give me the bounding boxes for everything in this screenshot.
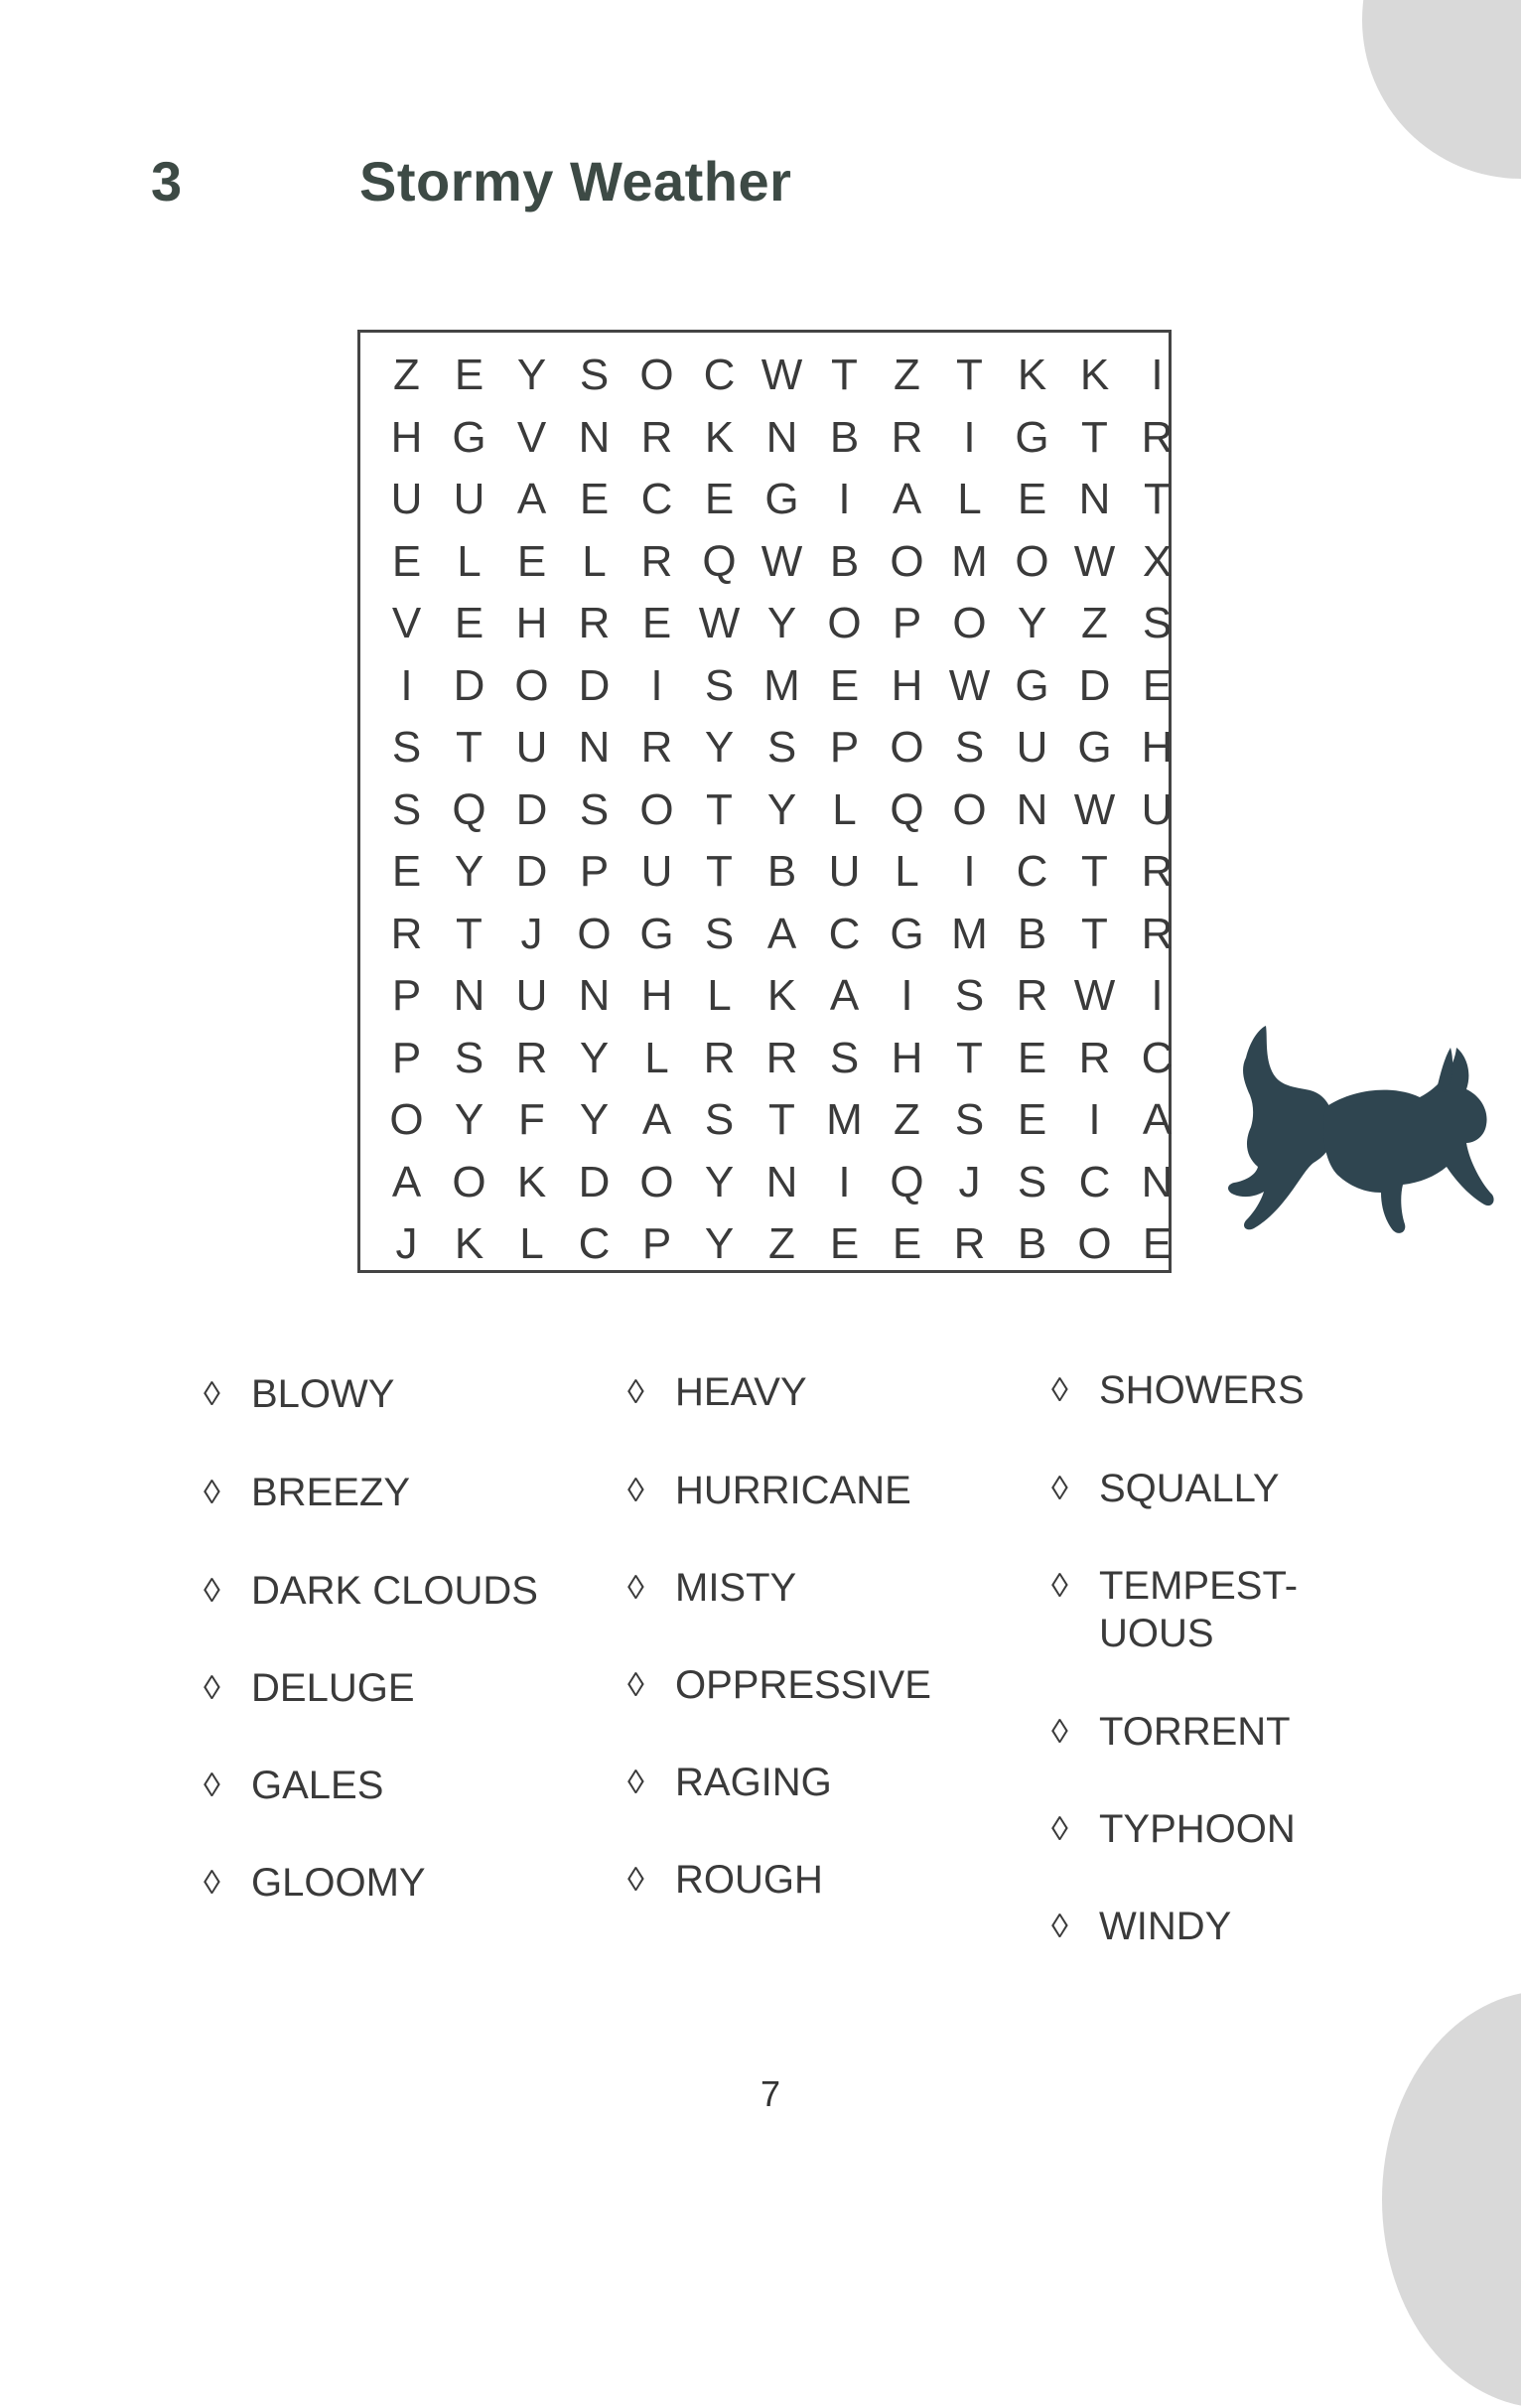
grid-letter: S [579,351,610,400]
grid-letter: D [578,1157,611,1206]
word-list-item-label: RAGING [675,1761,832,1804]
grid-letter: A [391,1157,422,1206]
diamond-bullet-icon: ◊ [1051,1567,1068,1605]
word-list-item [204,1664,415,1712]
grid-letter: A [766,909,797,958]
grid-letter: R [1078,1033,1111,1082]
grid-letter: M [951,536,988,586]
grid-letter: D [1078,660,1111,710]
page-corner-decoration [1362,0,1521,179]
grid-letter: T [768,1095,795,1145]
grid-letter: A [641,1095,672,1145]
word-list-item [627,1467,911,1514]
grid-letter: Y [704,1157,735,1206]
grid-letter: S [954,723,985,773]
grid-letter: P [391,1033,422,1082]
grid-letter: V [516,412,547,462]
grid-letter: R [1016,971,1048,1021]
grid-letter: S [391,784,422,834]
grid-letter: U [515,971,548,1021]
grid-letter: I [838,1157,851,1206]
grid-letter: E [829,660,860,710]
word-list-item-label: SHOWERS [1099,1368,1305,1412]
grid-letter: W [948,660,991,710]
grid-letter: G [1015,660,1049,710]
grid-letter: U [390,475,423,524]
grid-letter: E [829,1219,860,1269]
grid-letter: Y [579,1095,610,1145]
word-search-grid [357,330,1172,1273]
word-list-item-label: BREEZY [251,1471,411,1514]
grid-letter: R [953,1219,986,1269]
grid-letter: S [954,1095,985,1145]
grid-letter: K [1017,351,1047,400]
word-list-item [1051,1805,1296,1853]
grid-letter: S [704,1095,735,1145]
grid-letter: O [952,784,987,834]
word-list-item-label: MISTY [675,1566,797,1610]
grid-letter: J [958,1157,981,1206]
grid-letter: T [1144,475,1171,524]
grid-letter: G [1015,412,1049,462]
grid-letter: B [766,847,797,897]
grid-letter: S [954,971,985,1021]
grid-letter: P [391,971,422,1021]
grid-letter: T [1081,909,1108,958]
grid-letter: Y [579,1033,610,1082]
grid-letter: D [515,784,548,834]
word-list-item [204,1567,538,1615]
letter-grid [375,345,1188,1276]
grid-letter: Q [452,784,486,834]
word-list-item-label: TEMPEST- [1099,1564,1299,1608]
grid-letter: S [704,660,735,710]
diamond-bullet-icon: ◊ [204,1572,220,1610]
grid-letter: N [578,412,611,462]
grid-letter: E [892,1219,922,1269]
grid-letter: Y [704,1219,735,1269]
grid-letter: J [520,909,543,958]
grid-letter: O [514,660,549,710]
diamond-bullet-icon: ◊ [627,1373,644,1411]
word-list-item-label: GALES [251,1764,384,1807]
grid-letter: T [706,784,733,834]
grid-letter: L [707,971,732,1021]
grid-letter: P [579,847,610,897]
word-list-item-label: BLOWY [251,1372,395,1416]
grid-letter: S [766,723,797,773]
grid-letter: T [456,723,483,773]
grid-letter: Z [1081,599,1108,648]
grid-letter: W [1073,536,1116,586]
grid-letter: Z [894,1095,920,1145]
grid-letter: I [838,475,851,524]
grid-letter: S [829,1033,860,1082]
grid-letter: E [454,351,484,400]
grid-letter: O [639,351,674,400]
grid-letter: L [895,847,919,897]
grid-letter: Y [516,351,547,400]
word-list-item [204,1762,383,1809]
grid-letter: R [515,1033,548,1082]
grid-letter: Q [890,1157,924,1206]
grid-letter: T [1081,412,1108,462]
grid-letter: L [832,784,857,834]
grid-letter: O [890,536,924,586]
grid-letter: I [650,660,663,710]
grid-letter: E [1017,1095,1047,1145]
grid-letter: W [698,599,741,648]
diamond-bullet-icon: ◊ [627,1666,644,1704]
grid-letter: E [391,847,422,897]
grid-letter: T [831,351,858,400]
word-list-item [1051,1366,1305,1414]
grid-letter: Y [454,847,484,897]
diamond-bullet-icon: ◊ [204,1474,220,1511]
grid-letter: H [891,1033,923,1082]
grid-letter: O [952,599,987,648]
word-list-item [627,1856,823,1904]
grid-letter: E [704,475,735,524]
grid-letter: T [456,909,483,958]
grid-letter: U [1016,723,1048,773]
grid-letter: F [518,1095,545,1145]
word-list-item-label: ROUGH [675,1858,823,1902]
grid-letter: Y [766,784,797,834]
diamond-bullet-icon: ◊ [1051,1908,1068,1945]
word-list-item-label: DELUGE [251,1666,415,1710]
word-list-item-label: OPPRESSIVE [675,1663,931,1707]
grid-letter: A [516,475,547,524]
word-list-item-continuation: UOUS [1099,1612,1214,1655]
grid-letter: R [390,909,423,958]
grid-letter: A [1142,1095,1173,1145]
grid-letter: J [395,1219,418,1269]
word-list-item-label: HEAVY [675,1370,807,1414]
grid-letter: O [577,909,612,958]
grid-letter: C [578,1219,611,1269]
grid-letter: M [951,909,988,958]
grid-letter: E [1017,475,1047,524]
grid-letter: E [1142,1219,1173,1269]
grid-letter: C [1078,1157,1111,1206]
grid-letter: L [457,536,482,586]
grid-letter: C [703,351,736,400]
grid-letter: W [1073,971,1116,1021]
grid-letter: H [515,599,548,648]
grid-letter: N [1141,1157,1174,1206]
word-list-item-label: DARK CLOUDS [251,1569,538,1613]
grid-letter: O [639,1157,674,1206]
grid-letter: D [453,660,485,710]
grid-letter: L [957,475,982,524]
grid-letter: U [453,475,485,524]
grid-letter: B [1017,1219,1047,1269]
diamond-bullet-icon: ◊ [1051,1713,1068,1751]
grid-letter: R [891,412,923,462]
grid-letter: S [454,1033,484,1082]
grid-letter: G [452,412,486,462]
grid-letter: G [639,909,674,958]
grid-letter: N [453,971,485,1021]
grid-letter: G [764,475,799,524]
grid-letter: U [828,847,861,897]
grid-letter: L [582,536,607,586]
word-list-item [1051,1562,1298,1657]
grid-letter: D [578,660,611,710]
grid-letter: C [1141,1033,1174,1082]
grid-letter: S [1142,599,1173,648]
grid-letter: O [890,723,924,773]
grid-letter: W [760,351,803,400]
grid-letter: Y [1017,599,1047,648]
word-list-item-label: TORRENT [1099,1710,1291,1754]
grid-letter: I [963,847,976,897]
grid-letter: Y [766,599,797,648]
grid-letter: A [892,475,922,524]
grid-letter: H [891,660,923,710]
puzzle-title: Stormy Weather [359,150,792,212]
word-list-item-label: WINDY [1099,1905,1232,1948]
grid-letter: R [1141,909,1174,958]
grid-letter: Z [393,351,420,400]
grid-letter: R [640,536,673,586]
grid-letter: N [578,971,611,1021]
diamond-bullet-icon: ◊ [627,1861,644,1899]
grid-letter: I [900,971,913,1021]
diamond-bullet-icon: ◊ [204,1767,220,1804]
puzzle-number: 3 [151,150,183,212]
word-list-item [627,1759,832,1806]
word-list-item [627,1661,931,1709]
grid-letter: L [519,1219,544,1269]
grid-letter: Z [768,1219,795,1269]
grid-letter: E [454,599,484,648]
diamond-bullet-icon: ◊ [627,1472,644,1509]
grid-letter: O [827,599,862,648]
grid-letter: P [892,599,922,648]
diamond-bullet-icon: ◊ [204,1864,220,1902]
grid-letter: E [516,536,547,586]
grid-letter: K [454,1219,484,1269]
grid-letter: R [765,1033,798,1082]
grid-letter: X [1142,536,1173,586]
diamond-bullet-icon: ◊ [627,1569,644,1607]
dog-silhouette-icon [1206,1018,1494,1276]
grid-letter: S [391,723,422,773]
grid-letter: M [763,660,800,710]
grid-letter: O [639,784,674,834]
grid-letter: W [1073,784,1116,834]
grid-letter: E [641,599,672,648]
word-list-item-label: GLOOMY [251,1861,426,1905]
grid-letter: Q [702,536,737,586]
grid-letter: E [1142,660,1173,710]
grid-letter: H [1141,723,1174,773]
page-corner-decoration [1382,1991,1521,2408]
grid-letter: H [390,412,423,462]
grid-letter: E [579,475,610,524]
grid-letter: B [1017,909,1047,958]
grid-letter: S [704,909,735,958]
grid-letter: U [1141,784,1174,834]
diamond-bullet-icon: ◊ [204,1669,220,1707]
grid-letter: L [644,1033,669,1082]
grid-letter: N [765,412,798,462]
diamond-bullet-icon: ◊ [1051,1810,1068,1848]
grid-letter: T [1081,847,1108,897]
word-list-item [1051,1903,1231,1950]
grid-letter: O [1015,536,1049,586]
word-list-item [204,1859,426,1907]
grid-letter: V [391,599,422,648]
grid-letter: K [766,971,797,1021]
grid-letter: G [1077,723,1112,773]
grid-letter: O [389,1095,424,1145]
grid-letter: G [890,909,924,958]
grid-letter: A [829,971,860,1021]
grid-letter: D [515,847,548,897]
grid-letter: M [826,1095,863,1145]
grid-letter: E [1017,1033,1047,1082]
word-list-item-label: TYPHOON [1099,1807,1296,1851]
grid-letter: O [1077,1219,1112,1269]
grid-letter: R [1141,412,1174,462]
grid-letter: Y [454,1095,484,1145]
grid-letter: P [641,1219,672,1269]
grid-letter: K [704,412,735,462]
grid-letter: R [640,412,673,462]
diamond-bullet-icon: ◊ [627,1764,644,1801]
grid-letter: U [515,723,548,773]
grid-letter: U [640,847,673,897]
grid-letter: P [829,723,860,773]
grid-letter: B [829,412,860,462]
diamond-bullet-icon: ◊ [1051,1371,1068,1409]
word-list-item [1051,1465,1280,1512]
word-list-item [1051,1708,1291,1756]
grid-letter: N [1016,784,1048,834]
grid-letter: T [706,847,733,897]
word-list-item [627,1564,796,1612]
grid-letter: R [1141,847,1174,897]
grid-letter: K [1079,351,1110,400]
grid-letter: B [829,536,860,586]
grid-letter: C [828,909,861,958]
grid-letter: S [1017,1157,1047,1206]
diamond-bullet-icon: ◊ [204,1375,220,1413]
diamond-bullet-icon: ◊ [1051,1470,1068,1507]
grid-letter: C [640,475,673,524]
grid-letter: T [956,351,983,400]
page-number: 7 [760,2073,781,2114]
grid-letter: Y [704,723,735,773]
grid-letter: C [1016,847,1048,897]
grid-letter: Z [894,351,920,400]
grid-letter: W [760,536,803,586]
grid-letter: H [640,971,673,1021]
word-list-item [204,1370,394,1418]
grid-letter: E [391,536,422,586]
grid-letter: I [1151,351,1164,400]
word-list-item [204,1469,410,1516]
grid-letter: I [1151,971,1164,1021]
grid-letter: Q [890,784,924,834]
grid-letter: S [579,784,610,834]
grid-letter: I [400,660,413,710]
grid-letter: R [703,1033,736,1082]
grid-letter: T [956,1033,983,1082]
grid-letter: I [963,412,976,462]
word-list-item-label: SQUALLY [1099,1467,1280,1510]
grid-letter: R [640,723,673,773]
grid-letter: N [578,723,611,773]
grid-letter: R [578,599,611,648]
grid-letter: N [1078,475,1111,524]
word-list-item-label: HURRICANE [675,1469,911,1512]
grid-letter: I [1088,1095,1101,1145]
word-list-item [627,1368,807,1416]
grid-letter: N [765,1157,798,1206]
grid-letter: K [516,1157,547,1206]
grid-letter: O [452,1157,486,1206]
